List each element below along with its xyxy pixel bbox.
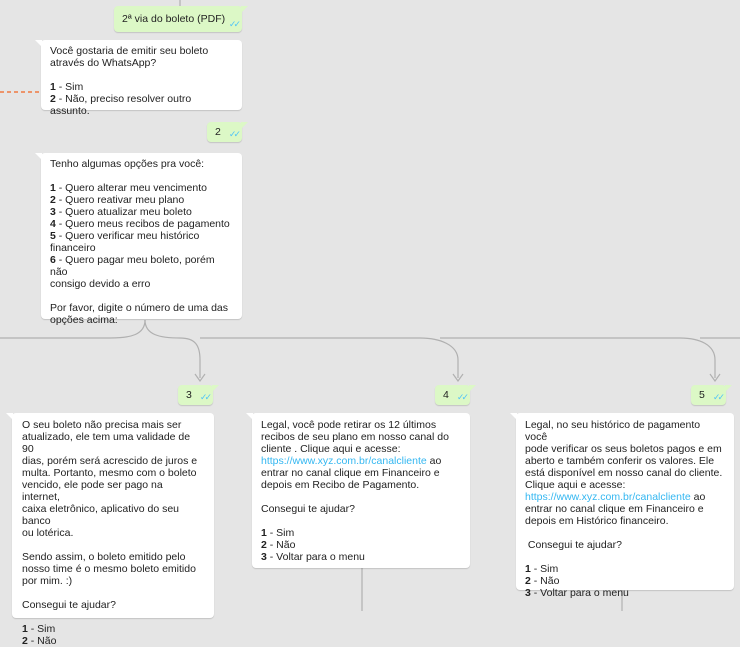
- option-line: financeiro: [50, 242, 96, 254]
- message-line: caixa eletrônico, aplicativo do seu banco: [22, 503, 182, 527]
- message-bubble-opcoes: [41, 153, 242, 326]
- canal-cliente-link[interactable]: https://www.xyz.com.br/canalcliente: [261, 455, 427, 467]
- message-line: vencido, ele pode ser pago na internet,: [22, 479, 169, 503]
- message-line: multa. Portanto, mesmo com o boleto: [22, 467, 197, 479]
- message-line: atualizado, ele tem uma validade de 90: [22, 431, 194, 455]
- option-line: consigo devido a erro: [50, 278, 151, 290]
- message-line: opções acima:: [50, 314, 118, 326]
- message-line: ou lotérica.: [22, 527, 74, 539]
- question-line: Consegui te ajudar?: [22, 599, 116, 611]
- option-line: 1 - Quero alterar meu vencimento: [50, 182, 207, 194]
- message-line: Legal, você pode retirar os 12 últimos: [261, 419, 437, 431]
- reply-bubble-3: [178, 385, 213, 405]
- option-line: 2 - Não: [525, 575, 560, 587]
- option-line: 4 - Quero meus recibos de pagamento: [50, 218, 230, 230]
- message-line: Por favor, digite o número de uma das: [50, 302, 229, 314]
- message-line: está disponível em nosso canal do cliente.: [525, 467, 723, 479]
- message-line: Legal, no seu histórico de pagamento você: [525, 419, 704, 443]
- option-line: 1 - Sim: [22, 623, 56, 635]
- double-check-icon: ✓✓: [228, 19, 238, 29]
- message-line: através do WhatsApp?: [50, 57, 157, 69]
- reply-bubble-5: [691, 385, 726, 405]
- question-line: Consegui te ajudar?: [525, 539, 622, 551]
- option-line: 1 - Sim: [261, 527, 295, 539]
- reply-text: 4: [443, 389, 449, 401]
- message-line: depois em Recibo de Pagamento.: [261, 479, 420, 491]
- option-line: 2 - Quero reativar meu plano: [50, 194, 185, 206]
- option-line: 5 - Quero verificar meu histórico: [50, 230, 200, 242]
- reply-bubble-4: [435, 385, 470, 405]
- double-check-icon: ✓✓: [712, 392, 722, 402]
- reply-text: 5: [699, 389, 705, 401]
- reply-bubble-2: [207, 122, 242, 142]
- reply-text: 2: [215, 126, 221, 138]
- option-line: 2 - Não, preciso resolver outro assunto.: [50, 93, 195, 117]
- message-line: nosso time é o mesmo boleto emitido: [22, 563, 196, 575]
- option-line: 3 - Voltar para o menu: [525, 587, 629, 599]
- message-line: Tenho algumas opções pra você:: [50, 158, 205, 170]
- reply-bubble-boleto-pdf: [114, 6, 242, 32]
- option-line: 3 - Voltar para o menu: [261, 551, 365, 563]
- message-line: O seu boleto não precisa mais ser: [22, 419, 182, 431]
- message-line: cliente . Clique aqui e acesse:: [261, 443, 401, 455]
- canal-cliente-link[interactable]: https://www.xyz.com.br/canalcliente: [525, 491, 691, 503]
- message-line: depois em Histórico financeiro.: [525, 515, 669, 527]
- double-check-icon: ✓✓: [199, 392, 209, 402]
- message-bubble-emitir-boleto: [41, 40, 242, 117]
- message-line: dias, porém será acrescido de juros e: [22, 455, 198, 467]
- option-line: 1 - Sim: [50, 81, 84, 93]
- question-line: Consegui te ajudar?: [261, 503, 355, 515]
- option-line: 3 - Quero atualizar meu boleto: [50, 206, 192, 218]
- option-line: 2 - Não: [261, 539, 296, 551]
- double-check-icon: ✓✓: [456, 392, 466, 402]
- message-line: Sendo assim, o boleto emitido pelo: [22, 551, 186, 563]
- reply-text: 3: [186, 389, 192, 401]
- reply-text: 2ª via do boleto (PDF): [122, 13, 226, 25]
- option-line: 1 - Sim: [525, 563, 559, 575]
- message-line: Clique aqui e acesse:: [525, 479, 626, 491]
- message-bubble-recibos: Legal, você pode retirar os 12 últimos recibos de seu plano em nosso canal do cliente . Clique aqui e acesse: https://www.xyz.com.br/canalcliente ao entrar no canal clique em Financeiro e depois em Recibo de Pagamento. Consegui te ajudar? 1 - Sim 2 - Não 3 - Voltar para o menu: [252, 413, 470, 568]
- option-line: 2 - Não: [22, 635, 57, 647]
- option-line: 6 - Quero pagar meu boleto, porém não: [50, 254, 218, 278]
- double-check-icon: ✓✓: [228, 129, 238, 139]
- message-bubble-historico: Legal, no seu histórico de pagamento você pode verificar os seus boletos pagos e em aberto e também conferir os valores. Ele está disponível em nosso canal do cliente. Clique aqui e acesse: https://www.xyz.com.br/canalcliente ao entrar no canal clique em Financeiro e depois em Histórico financeiro. Consegui te ajudar? 1 - Sim 2 - Não 3 - Voltar para o menu: [516, 413, 734, 590]
- message-line: por mim. :): [22, 575, 73, 587]
- message-bubble-validade-boleto: [12, 413, 214, 647]
- message-line: aberto e também conferir os valores. Ele: [525, 455, 715, 467]
- message-line: entrar no canal clique em Financeiro e: [525, 503, 704, 515]
- message-line: entrar no canal clique em Financeiro e: [261, 467, 440, 479]
- message-line: Você gostaria de emitir seu boleto: [50, 45, 209, 57]
- message-line: recibos de seu plano em nosso canal do: [261, 431, 449, 443]
- message-line: pode verificar os seus boletos pagos e em: [525, 443, 722, 455]
